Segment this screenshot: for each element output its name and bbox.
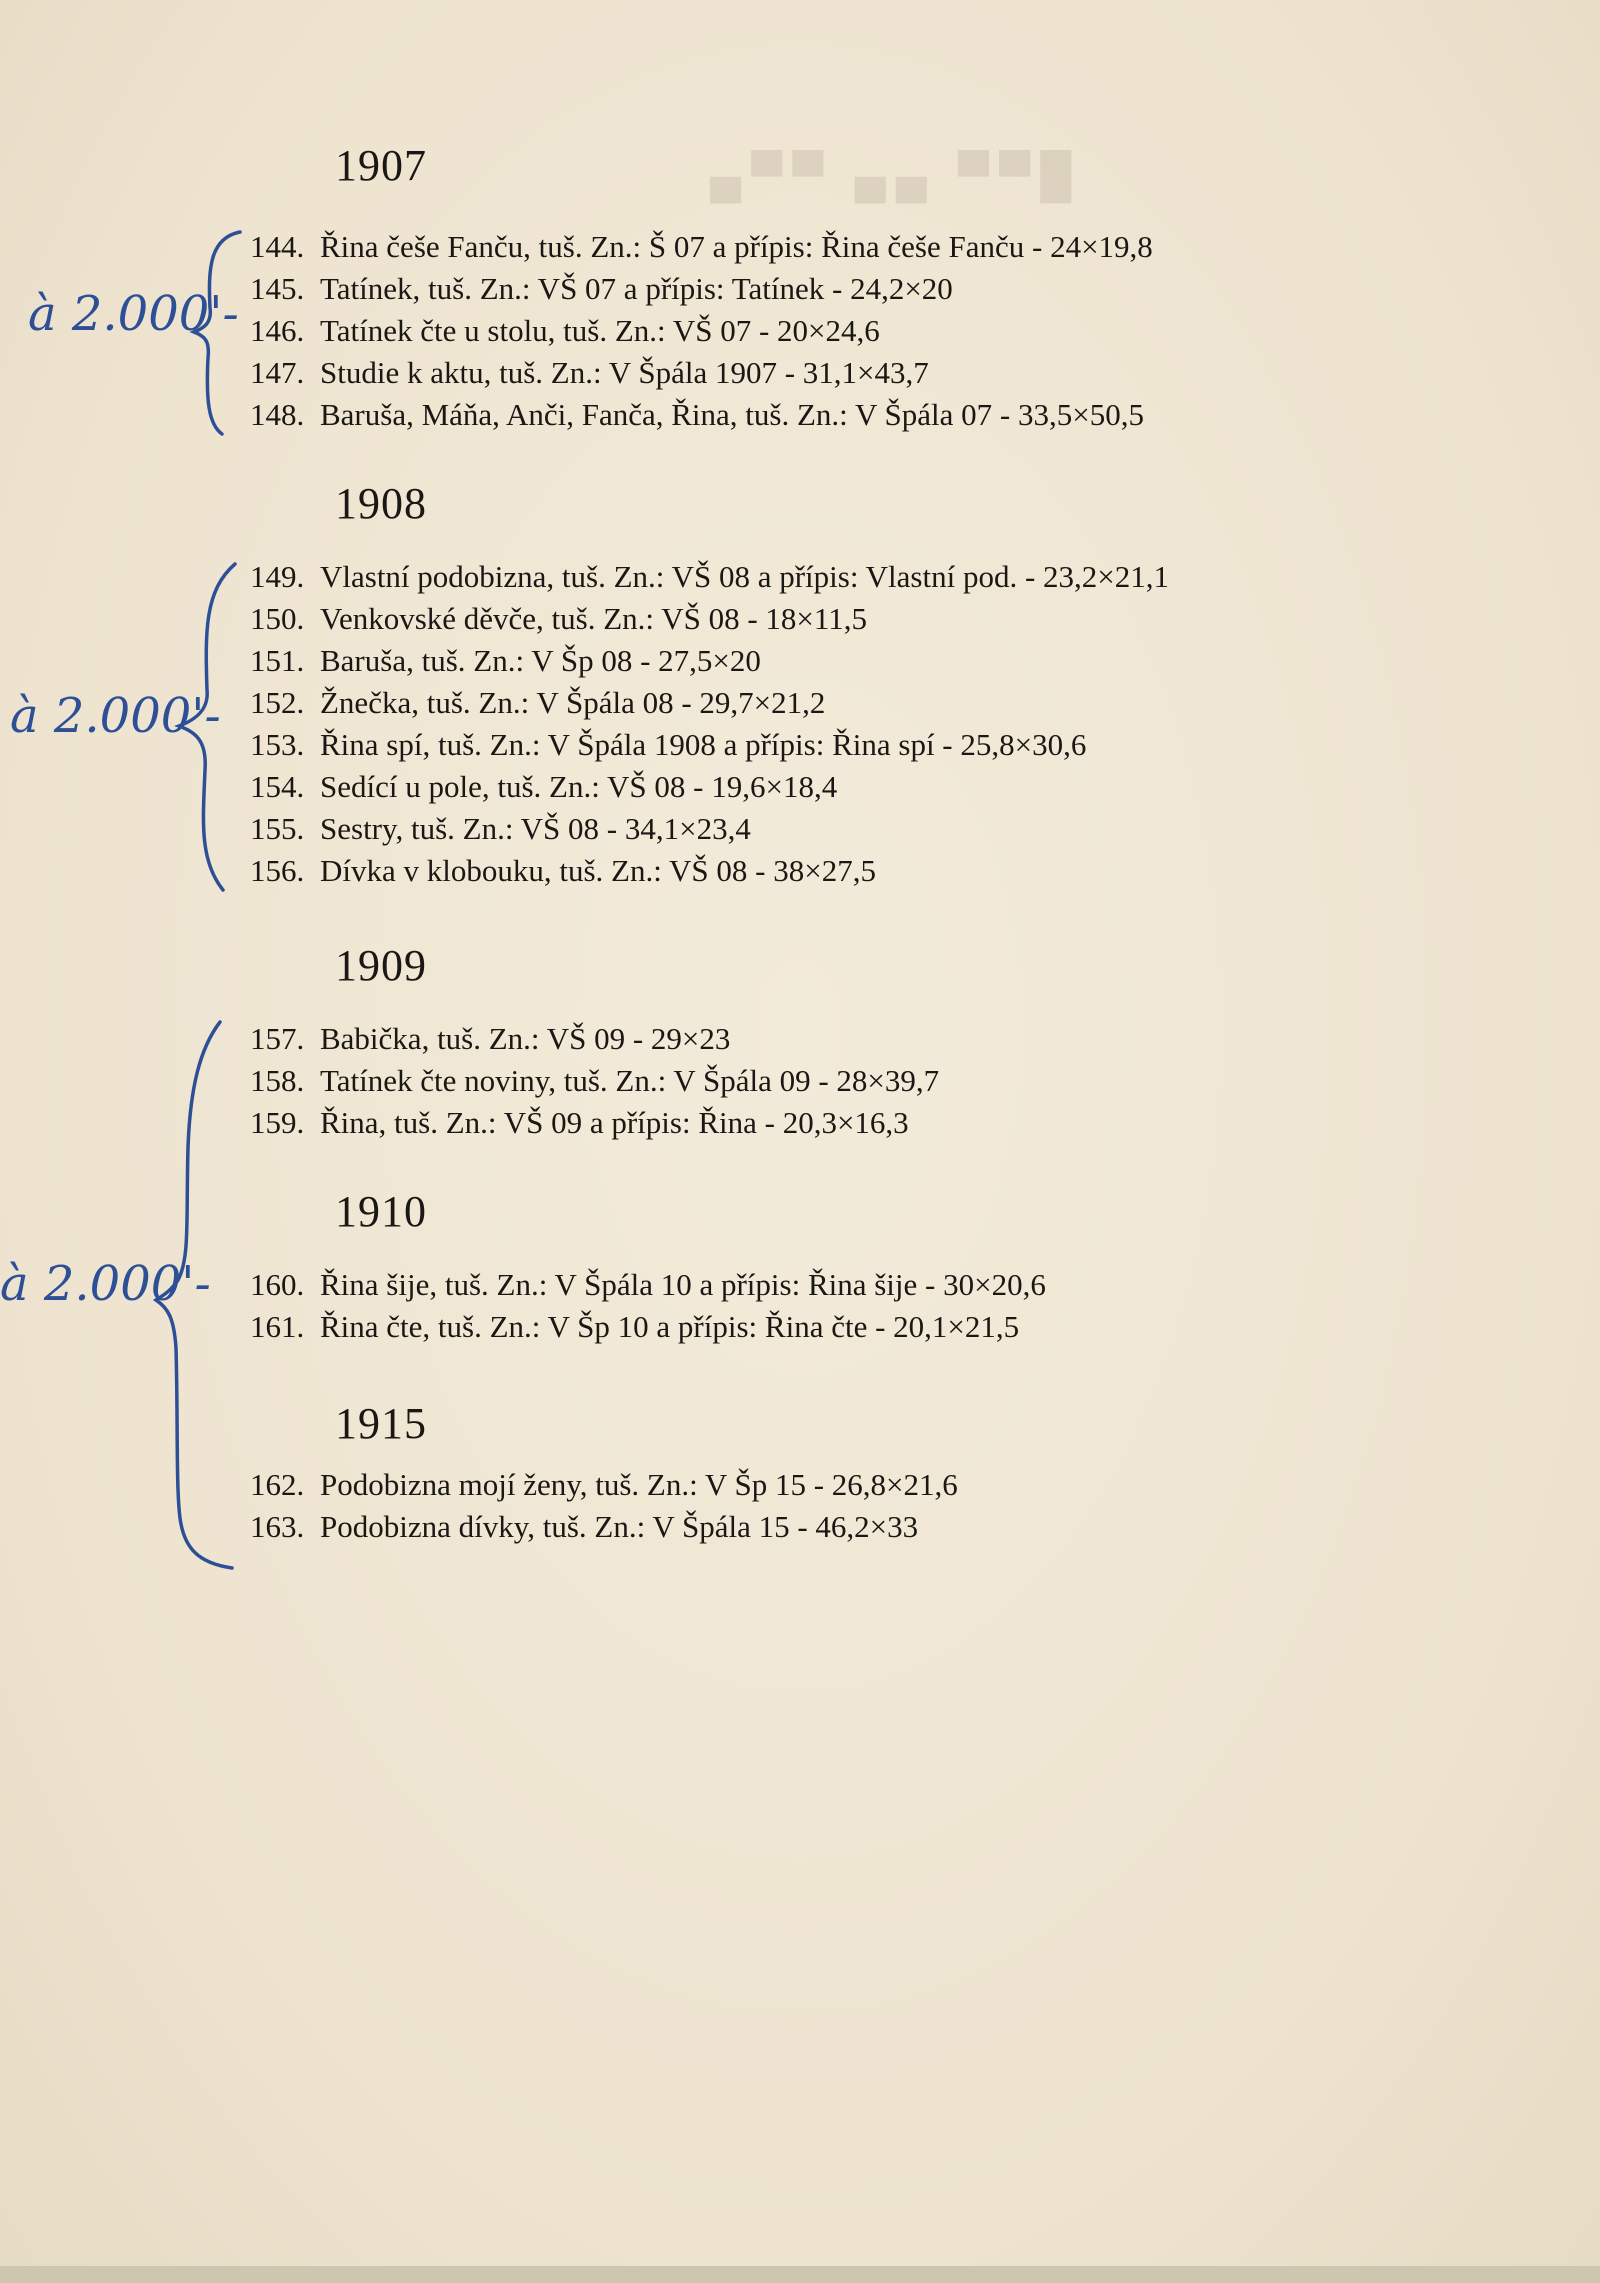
entry-number: 161. [250, 1309, 305, 1344]
entry-number: 152. [250, 685, 305, 720]
entry-text: Baruša, tuš. Zn.: V Šp 08 - 27,5×20 [320, 643, 761, 678]
entry-text: Sedící u pole, tuš. Zn.: VŠ 08 - 19,6×18,4 [320, 769, 838, 804]
list-item [250, 850, 1169, 892]
entry-text: Baruša, Máňa, Anči, Fanča, Řina, tuš. Zn.: V Špála 07 - 33,5×50,5 [320, 397, 1144, 432]
entry-text: Tatínek čte noviny, tuš. Zn.: V Špála 09 - 28×39,7 [320, 1063, 940, 1098]
handwritten-price-note: à 2.000'- [28, 286, 239, 342]
year-heading: 1908 [335, 479, 427, 528]
list-item [250, 226, 1153, 268]
entry-number: 163. [250, 1509, 305, 1544]
entry-number: 158. [250, 1063, 305, 1098]
entry-number: 156. [250, 853, 305, 888]
list-item [250, 1018, 939, 1060]
entry-number: 148. [250, 397, 305, 432]
list-item [250, 1306, 1046, 1348]
entry-list [250, 1264, 1046, 1348]
entry-number: 147. [250, 355, 305, 390]
list-item [250, 268, 1153, 310]
year-heading: 1907 [335, 141, 427, 190]
entry-text: Sestry, tuš. Zn.: VŠ 08 - 34,1×23,4 [320, 811, 751, 846]
entry-number: 145. [250, 271, 305, 306]
list-item [250, 640, 1169, 682]
list-item [250, 352, 1153, 394]
list-item [250, 1464, 958, 1506]
entry-number: 149. [250, 559, 305, 594]
handwritten-brace [165, 560, 250, 900]
scan-bottom-edge [0, 2266, 1600, 2283]
entry-text: Tatínek, tuš. Zn.: VŠ 07 a přípis: Tatínek - 24,2×20 [320, 271, 953, 306]
bleed-through-texture: █▀▀ ▄▄ ▀▀▄ [700, 151, 1072, 200]
list-item [250, 394, 1153, 436]
list-item [250, 724, 1169, 766]
entry-list [250, 226, 1153, 436]
list-item [250, 598, 1169, 640]
entry-list [250, 1464, 958, 1548]
entry-text: Studie k aktu, tuš. Zn.: V Špála 1907 - 31,1×43,7 [320, 355, 929, 390]
entry-text: Žnečka, tuš. Zn.: V Špála 08 - 29,7×21,2 [320, 685, 826, 720]
list-item [250, 808, 1169, 850]
entry-text: Řina, tuš. Zn.: VŠ 09 a přípis: Řina - 20,3×16,3 [320, 1105, 909, 1140]
entry-number: 144. [250, 229, 305, 264]
entry-number: 154. [250, 769, 305, 804]
entry-number: 146. [250, 313, 305, 348]
entry-text: Řina čte, tuš. Zn.: V Šp 10 a přípis: Řina čte - 20,1×21,5 [320, 1309, 1020, 1344]
handwritten-price-note: à 2.000'- [10, 688, 221, 744]
entry-text: Venkovské děvče, tuš. Zn.: VŠ 08 - 18×11,5 [320, 601, 868, 636]
list-item [250, 1060, 939, 1102]
list-item [250, 1506, 958, 1548]
entry-text: Podobizna mojí ženy, tuš. Zn.: V Šp 15 - 26,8×21,6 [320, 1467, 958, 1502]
entry-number: 151. [250, 643, 305, 678]
year-heading: 1909 [335, 941, 427, 990]
entry-list [250, 1018, 939, 1144]
entry-text: Řina češe Fanču, tuš. Zn.: Š 07 a přípis: Řina češe Fanču - 24×19,8 [320, 229, 1153, 264]
list-item [250, 766, 1169, 808]
entry-number: 155. [250, 811, 305, 846]
entry-number: 162. [250, 1467, 305, 1502]
year-heading: 1910 [335, 1187, 427, 1236]
list-item [250, 556, 1169, 598]
list-item [250, 682, 1169, 724]
list-item [250, 310, 1153, 352]
handwritten-brace-large [150, 1018, 250, 1573]
entry-number: 153. [250, 727, 305, 762]
entry-text: Řina šije, tuš. Zn.: V Špála 10 a přípis: Řina šije - 30×20,6 [320, 1267, 1046, 1302]
entry-text: Tatínek čte u stolu, tuš. Zn.: VŠ 07 - 20×24,6 [320, 313, 880, 348]
year-heading: 1915 [335, 1399, 427, 1448]
entry-text: Podobizna dívky, tuš. Zn.: V Špála 15 - 46,2×33 [320, 1509, 919, 1544]
entry-text: Vlastní podobizna, tuš. Zn.: VŠ 08 a přípis: Vlastní pod. - 23,2×21,1 [320, 559, 1170, 594]
entry-list [250, 556, 1169, 892]
entry-number: 160. [250, 1267, 305, 1302]
entry-text: Dívka v klobouku, tuš. Zn.: VŠ 08 - 38×27,5 [320, 853, 876, 888]
entry-number: 150. [250, 601, 305, 636]
list-item [250, 1264, 1046, 1306]
entry-text: Babička, tuš. Zn.: VŠ 09 - 29×23 [320, 1021, 731, 1056]
list-item [250, 1102, 939, 1144]
handwritten-price-note: à 2.000'- [0, 1256, 211, 1312]
entry-text: Řina spí, tuš. Zn.: V Špála 1908 a přípis: Řina spí - 25,8×30,6 [320, 727, 1087, 762]
handwritten-brace [180, 228, 250, 438]
entry-number: 159. [250, 1105, 305, 1140]
entry-number: 157. [250, 1021, 305, 1056]
